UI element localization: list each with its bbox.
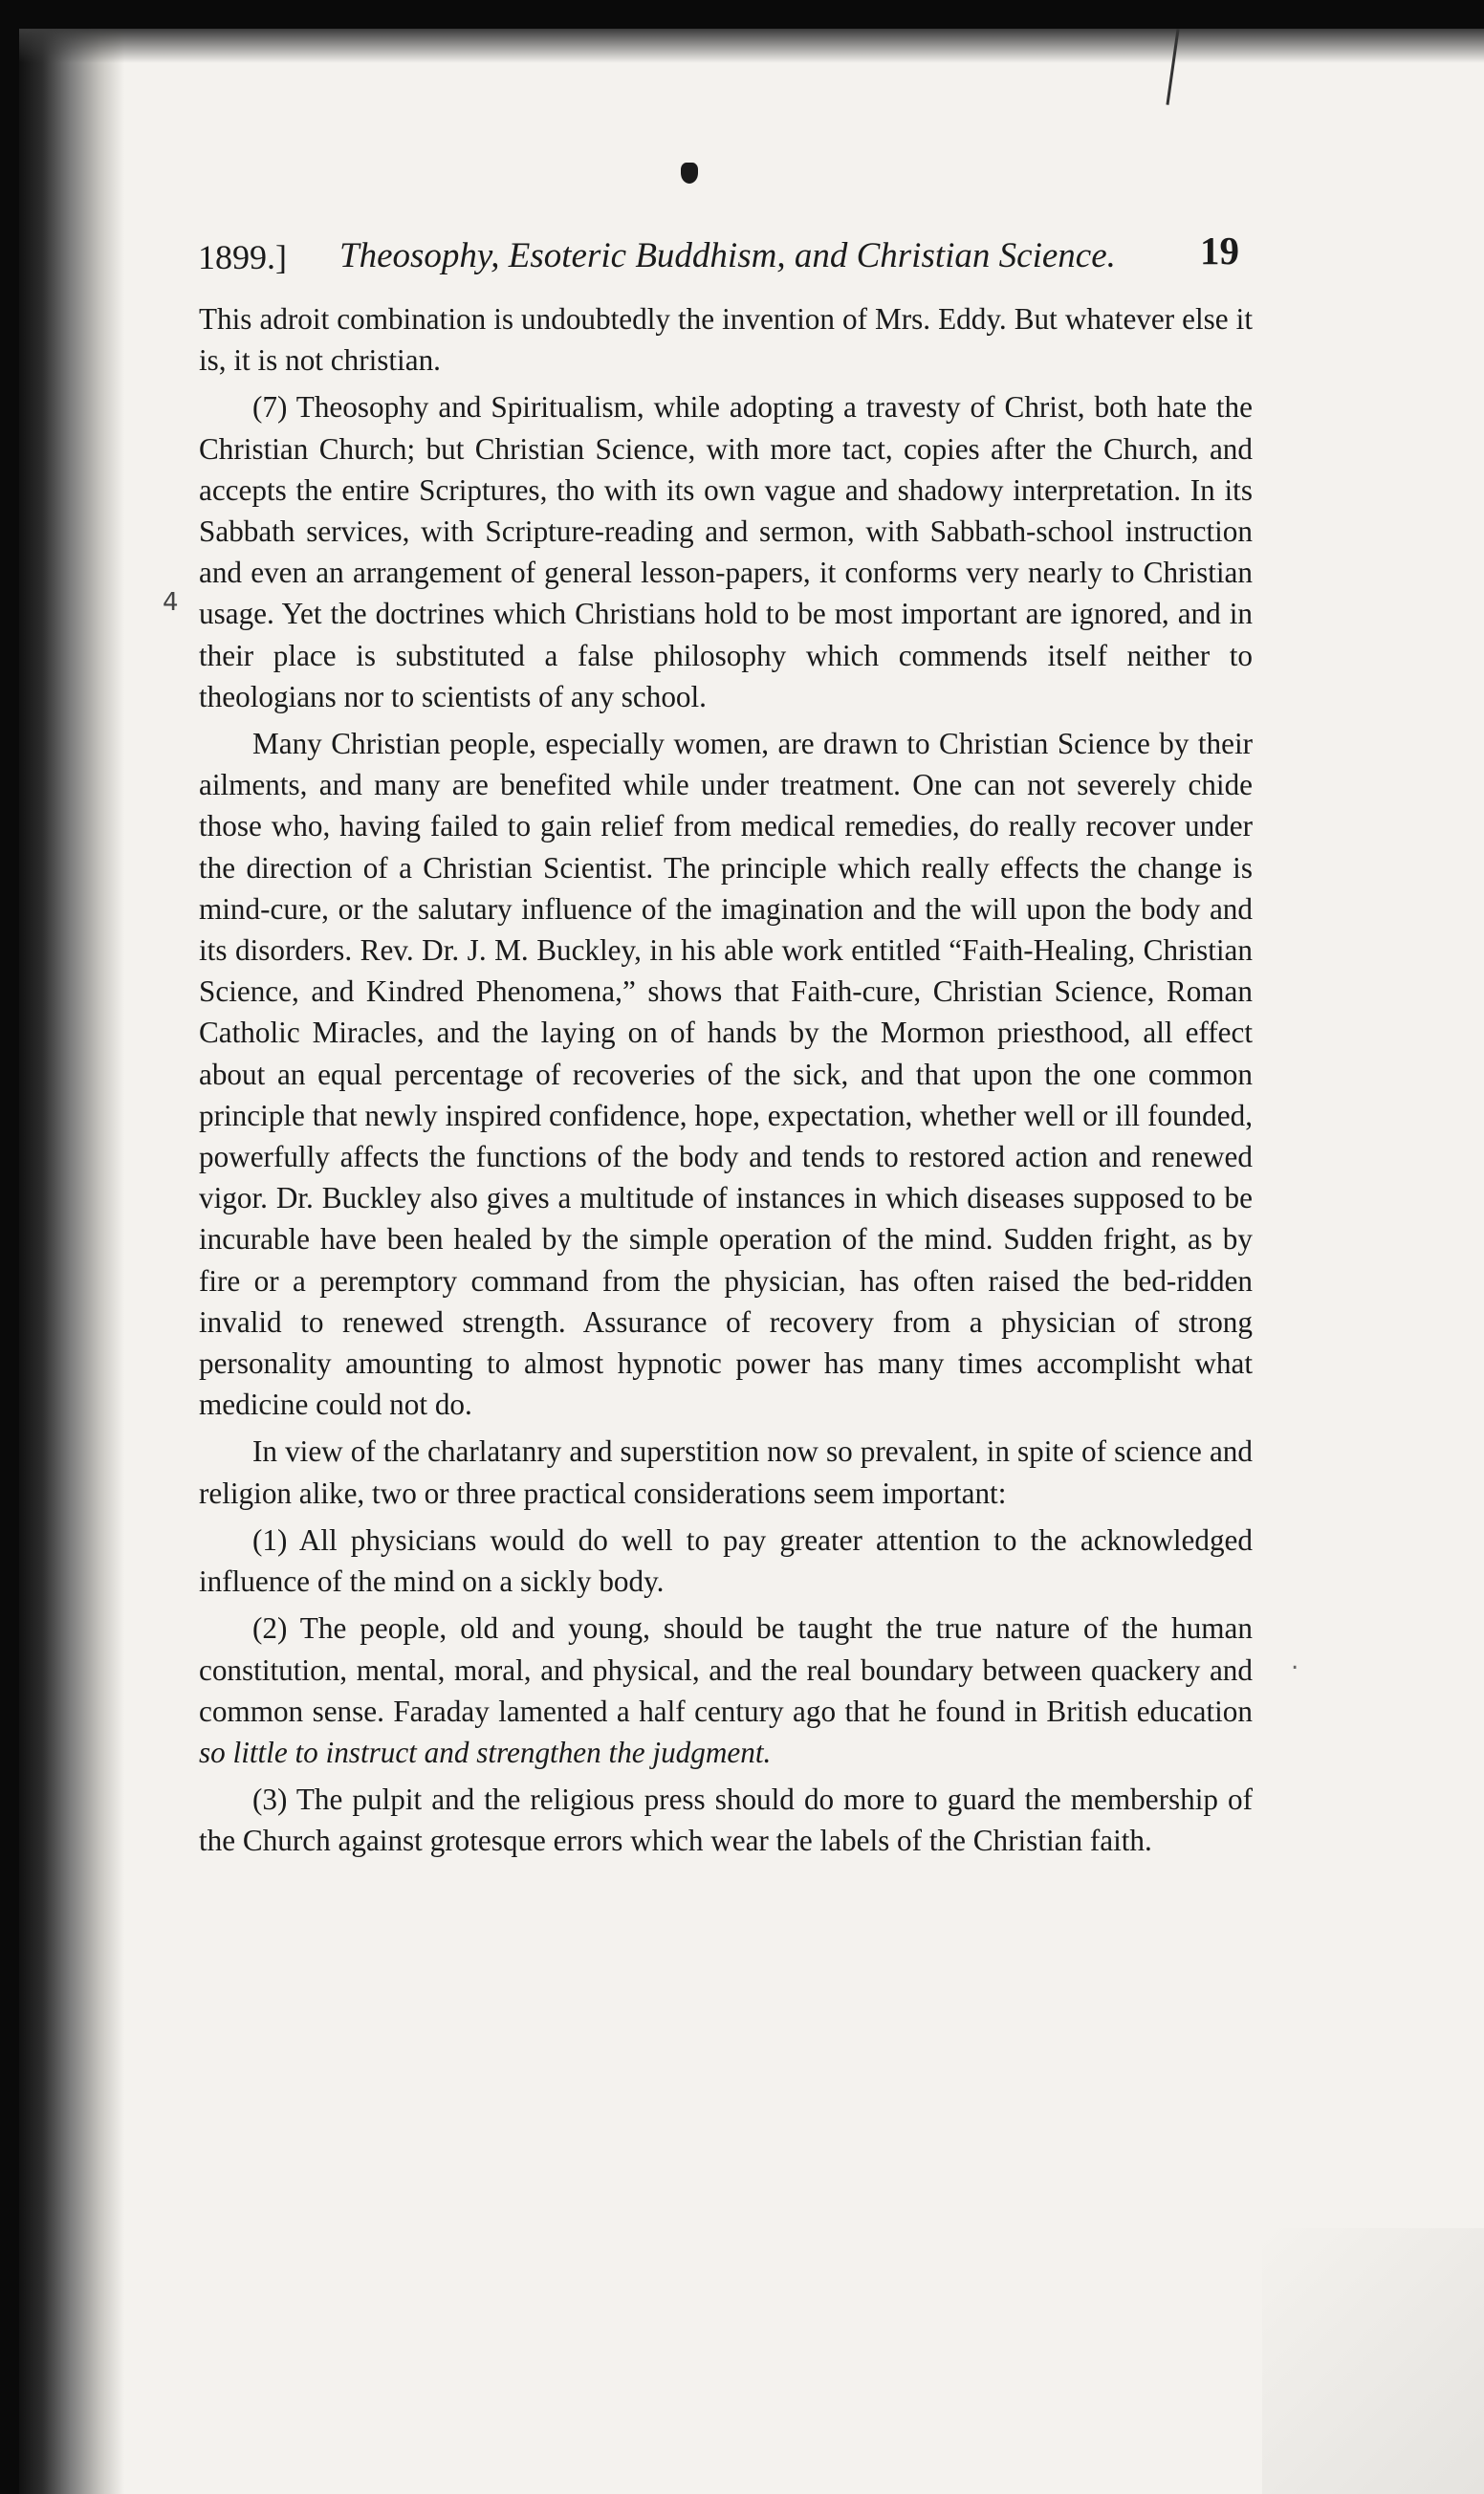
ink-blot: [681, 163, 698, 184]
stray-mark: ‧: [1291, 1654, 1299, 1683]
paragraph-7: (3) The pulpit and the religious press should do more to guard the membership of the Church against grotesque errors which wear the labels of the Christian faith.: [199, 1783, 1253, 1858]
paragraph-4: In view of the charlatanry and superstition now so prevalent, in spite of science and religion alike, two or three practical considerations seem important:: [199, 1434, 1253, 1510]
paragraph-1: This adroit combination is undoubtedly the invention of Mrs. Eddy. But whatever else it is, it is not christian.: [199, 302, 1253, 378]
page-number: 19: [1200, 229, 1239, 273]
top-edge-shadow: [19, 29, 1484, 63]
page-binding-shadow: [19, 29, 124, 2494]
header-year: 1899.]: [198, 238, 287, 276]
page-corner-gloss: [1262, 2228, 1484, 2494]
running-title: Theosophy, Esoteric Buddhism, and Christian Science.: [339, 236, 1116, 275]
running-header: [177, 222, 1253, 279]
paragraph-6-text: (2) The people, old and young, should be taught the true nature of the human constitution, mental, moral, and physical, and the real boundary between quackery and common sense. Faraday lamented a half century ago that he found in British education: [199, 1611, 1253, 1728]
margin-annotation: 4: [163, 588, 179, 617]
paragraph-5: (1) All physicians would do well to pay greater attention to the acknowledged influence of the mind on a sickly body.: [199, 1522, 1253, 1599]
paragraph-6-emphasis: so little to instruct and strengthen the judgment.: [199, 1735, 772, 1769]
body-text: [199, 298, 1253, 1862]
book-page: [19, 29, 1484, 2494]
paragraph-2: (7) Theosophy and Spiritualism, while adopting a travesty of Christ, both hate the Christian Church; but Christian Science, with more tact, copies after the Church, and accepts the entire Scriptures, tho with its own vague and shadowy interpretation. In its Sabbath services, with Scripture-reading and sermon, with Sabbath-school instruction and even an arrangement of general lesson-papers, it conforms very nearly to Christian usage. Yet the doctrines which Christians hold to be most important are ignored, and in their place is substituted a false philosophy which commends itself neither to theologians nor to scientists of any school.: [199, 390, 1253, 713]
paragraph-6: [199, 1608, 1253, 1773]
paragraph-3: Many Christian people, especially women, are drawn to Christian Science by their ailments, and many are benefited while under treatment. One can not severely chide those who, having failed to gain relief from medical remedies, do really recover under the direction of a Christian Scientist. The principle which really effects the change is mind-cure, or the salutary influence of the imagination and the will upon the body and its disorders. Rev. Dr. J. M. Buckley, in his able work entitled “Faith-Healing, Christian Science, and Kindred Phenomena,” shows that Faith-cure, Christian Science, Roman Catholic Miracles, and the laying on of hands by the Mormon priesthood, all effect about an equal percentage of recoveries of the sick, and that upon the one common principle that newly inspired confidence, hope, expectation, whether well or ill founded, powerfully affects the functions of the body and tends to restored action and renewed vigor. Dr. Buckley also gives a multitude of instances in which diseases supposed to be incurable have been healed by the simple operation of the mind. Sudden fright, as by fire or a peremptory command from the physician, has often raised the bed-ridden invalid to renewed strength. Assurance of recovery from a physician of strong personality amounting to almost hypnotic power has many times accomplisht what medicine could not do.: [199, 727, 1253, 1422]
